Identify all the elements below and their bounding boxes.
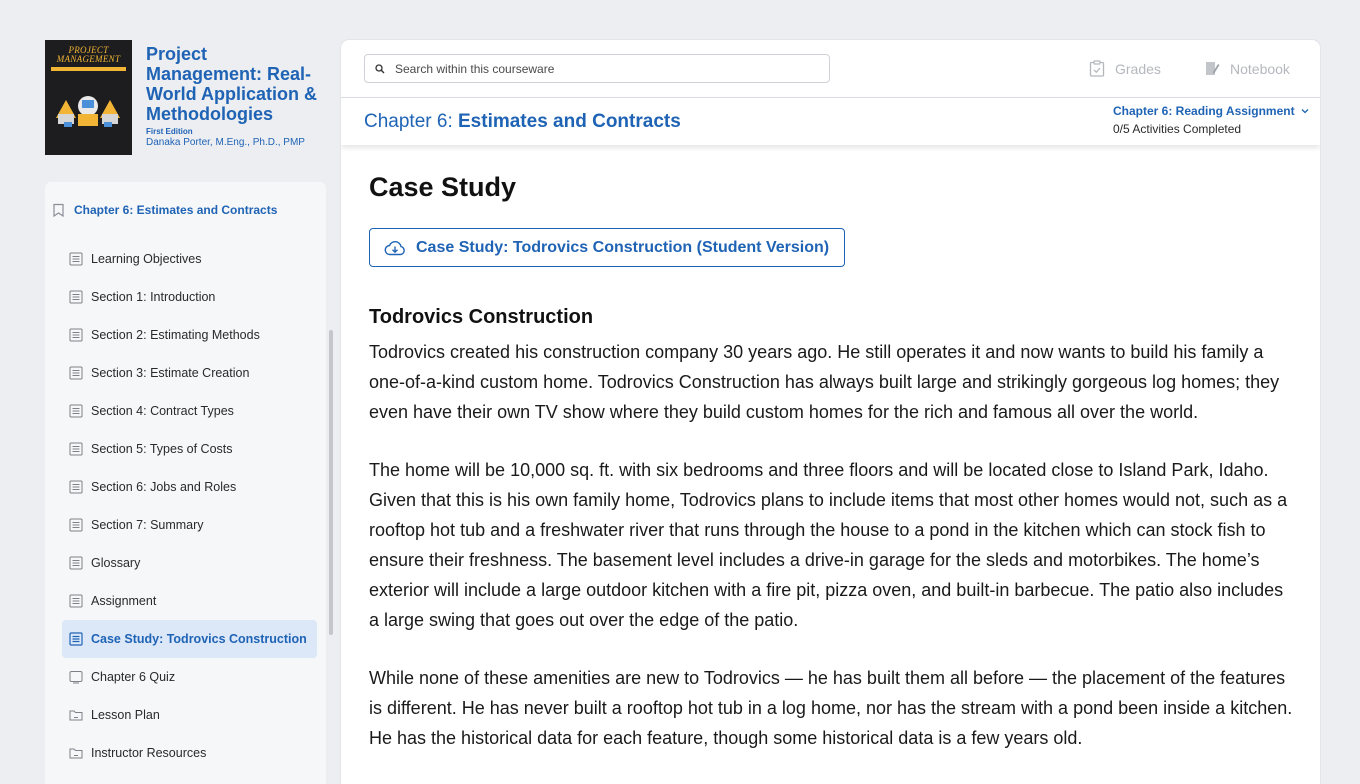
notebook-label: Notebook bbox=[1230, 60, 1290, 77]
main-panel bbox=[341, 40, 1320, 784]
toc-item-label: Instructor Resources bbox=[91, 746, 207, 760]
toc-item-label: Section 3: Estimate Creation bbox=[91, 366, 250, 380]
content-area bbox=[341, 145, 1320, 753]
page-icon bbox=[69, 594, 83, 608]
assignment-progress bbox=[1113, 104, 1309, 136]
toc-item-case-study[interactable] bbox=[62, 620, 317, 658]
toc-item-label: Glossary bbox=[91, 556, 141, 570]
chevron-down-icon bbox=[1301, 108, 1309, 114]
cover-title bbox=[45, 46, 132, 64]
search-box[interactable] bbox=[364, 54, 830, 83]
toc-item-label: Section 4: Contract Types bbox=[91, 404, 234, 418]
toc-item-section-2[interactable] bbox=[62, 316, 317, 354]
clipboard-icon bbox=[1089, 60, 1105, 77]
folder-icon bbox=[69, 708, 83, 722]
toc-item-section-7[interactable] bbox=[62, 506, 317, 544]
grades-label: Grades bbox=[1115, 60, 1161, 77]
paragraph-2: The home will be 10,000 sq. ft. with six bedrooms and three floors and will be located close to Island Park, Idaho. Given that this is his own family home, Todrovics plans to include items that most other homes would not, such as a rooftop hot tub and a freshwater river that runs through the house to a pond in the kitchen which can stock fish to ensure their freshness. The basement level includes a drive-in garage for the sleds and motorbikes. The home’s exterior will include a large outdoor kitchen with a fire pit, pizza oven, and built-in barbecue. The patio also includes a large swing that goes out over the edge of the patio. bbox=[369, 460, 1288, 630]
search-icon bbox=[375, 64, 385, 74]
toc-item-section-4[interactable] bbox=[62, 392, 317, 430]
grades-button[interactable] bbox=[1089, 60, 1161, 77]
page-icon bbox=[69, 290, 83, 304]
toc-item-instructor-resources[interactable] bbox=[62, 734, 317, 772]
toc-item-label: Lesson Plan bbox=[91, 708, 160, 722]
page-icon bbox=[69, 366, 83, 380]
toc-chapter-label: Chapter 6: Estimates and Contracts bbox=[74, 202, 278, 217]
page-icon bbox=[69, 404, 83, 418]
book-author: Danaka Porter, M.Eng., Ph.D., PMP bbox=[146, 137, 305, 148]
cover-title-line2: MANAGEMENT bbox=[56, 54, 121, 64]
toc-item-learning-objectives[interactable] bbox=[62, 240, 317, 278]
toc-item-label: Chapter 6 Quiz bbox=[91, 670, 176, 684]
chapter-title bbox=[364, 111, 681, 133]
paragraph-1: Todrovics created his construction company 30 years ago. He still operates it and now wants to build his family a one-of-a-kind custom home. Todrovics Construction has always built large and strikingly gorgeous log homes; they even have their own TV show where they build custom homes for the rich and famous all over the world. bbox=[369, 342, 1280, 422]
toc-item-label: Section 5: Types of Costs bbox=[91, 442, 233, 456]
toc-chapter-header[interactable] bbox=[45, 182, 326, 224]
reading-assignment-dropdown[interactable] bbox=[1113, 104, 1309, 118]
download-button-label: Case Study: Todrovics Construction (Student Version) bbox=[416, 238, 830, 256]
page-icon bbox=[69, 632, 83, 646]
page-icon bbox=[69, 518, 83, 532]
folder-icon bbox=[69, 746, 83, 760]
toc-item-section-3[interactable] bbox=[62, 354, 317, 392]
page-icon bbox=[69, 252, 83, 266]
page-title: Case Study bbox=[369, 172, 517, 202]
toc-item-section-1[interactable] bbox=[62, 278, 317, 316]
download-case-study-button[interactable] bbox=[369, 228, 845, 267]
activities-progress-text: 0/5 Activities Completed bbox=[1113, 122, 1242, 136]
toc-item-label: Section 1: Introduction bbox=[91, 290, 216, 304]
chapter-bar bbox=[341, 97, 1320, 145]
toc-item-assignment[interactable] bbox=[62, 582, 317, 620]
quiz-icon bbox=[69, 670, 83, 684]
bookmark-icon bbox=[52, 203, 66, 217]
page-icon bbox=[69, 480, 83, 494]
top-bar bbox=[341, 40, 1320, 97]
cover-illustration bbox=[54, 88, 122, 130]
toc-item-glossary[interactable] bbox=[62, 544, 317, 582]
book-edition: First Edition bbox=[146, 127, 193, 136]
toc-item-label: Case Study: Todrovics Construction bbox=[91, 632, 307, 646]
cloud-download-icon bbox=[384, 240, 406, 256]
toc-item-label: Section 2: Estimating Methods bbox=[91, 328, 260, 342]
toc-item-label: Assignment bbox=[91, 594, 157, 608]
toc-list bbox=[45, 240, 326, 772]
toc-item-label: Section 7: Summary bbox=[91, 518, 204, 532]
toc-item-section-5[interactable] bbox=[62, 430, 317, 468]
notebook-icon bbox=[1204, 60, 1220, 77]
notebook-button[interactable] bbox=[1204, 60, 1290, 77]
toc-item-label: Learning Objectives bbox=[91, 252, 202, 266]
cover-strip bbox=[51, 67, 126, 71]
book-title[interactable]: Project Management: Real-World Application & Methodologies bbox=[146, 44, 317, 124]
book-meta bbox=[146, 40, 324, 158]
toc-item-section-6[interactable] bbox=[62, 468, 317, 506]
reading-assignment-label: Chapter 6: Reading Assignment bbox=[1113, 104, 1295, 118]
table-of-contents bbox=[45, 182, 326, 784]
book-header bbox=[45, 40, 330, 158]
page-icon bbox=[69, 328, 83, 342]
page-icon bbox=[69, 442, 83, 456]
page-icon bbox=[69, 556, 83, 570]
search-input[interactable] bbox=[395, 62, 829, 76]
toc-item-label: Section 6: Jobs and Roles bbox=[91, 480, 237, 494]
chapter-title-prefix: Chapter 6: bbox=[364, 111, 458, 132]
chapter-title-name: Estimates and Contracts bbox=[458, 111, 681, 132]
toc-scrollbar[interactable] bbox=[329, 330, 333, 635]
paragraph-3: While none of these amenities are new to Todrovics — he has built them all before — the placement of the features is different. He has never built a rooftop hot tub in a log home, nor has the stream with a pond been inside a kitchen. He has the historical data for each feature, though some historical data is a few years old. bbox=[369, 668, 1293, 748]
cover-title-line1: PROJECT bbox=[68, 45, 109, 55]
book-cover-image[interactable] bbox=[45, 40, 132, 155]
section-heading: Todrovics Construction bbox=[369, 306, 594, 328]
toc-item-chapter-quiz[interactable] bbox=[62, 658, 317, 696]
toc-item-lesson-plan[interactable] bbox=[62, 696, 317, 734]
